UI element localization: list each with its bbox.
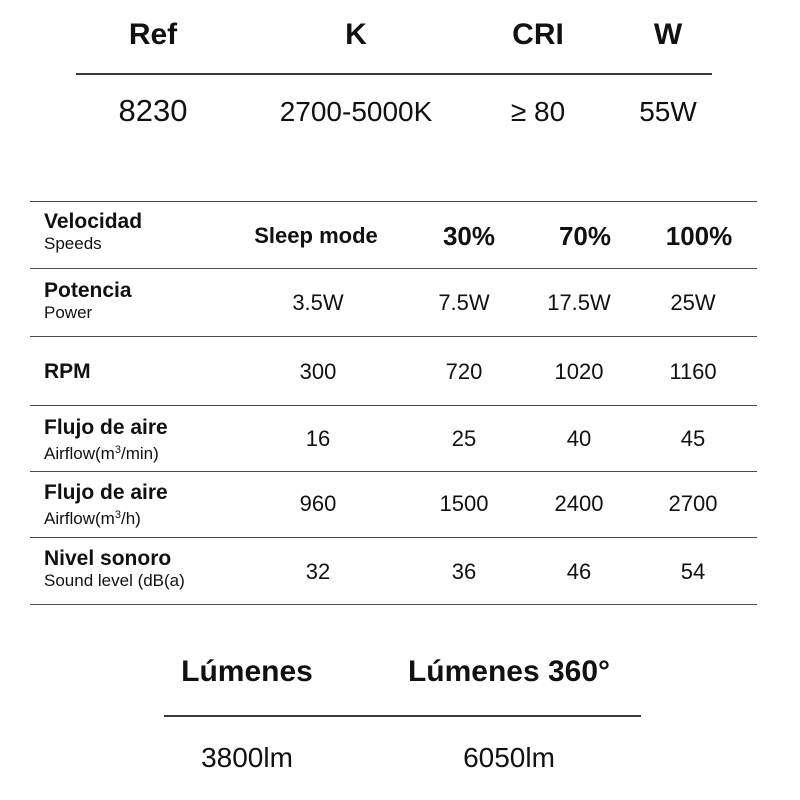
lumens-table-rule [164,715,641,717]
table-cell: 36 [451,559,477,584]
value-cri: ≥ 80 [510,96,566,127]
table-cell: 720 [445,359,483,384]
table-cell: 25 [451,426,477,451]
value-lumens-360: 6050lm [463,742,555,773]
speed-table-top-rule [30,201,757,202]
row-label-es: Flujo de aire [44,481,168,504]
header-k: K [345,18,367,51]
row-rule [30,268,757,269]
row-label-airflow-min [44,416,168,464]
row-rule [30,537,757,538]
row-rule [30,336,757,337]
header-ref: Ref [128,18,178,51]
table-cell: 960 [299,491,337,516]
row-rule [30,471,757,472]
top-table-rule [76,73,712,75]
table-cell: 45 [680,426,706,451]
header-lumens: Lúmenes [181,655,313,688]
speed-table-bottom-rule [30,604,757,605]
table-cell: 40 [566,426,592,451]
value-lumens: 3800lm [201,742,293,773]
table-cell: 54 [680,559,706,584]
table-cell: 25W [670,290,716,315]
table-cell: 300 [299,359,337,384]
col-70: 70% [558,221,612,251]
header-cri: CRI [512,18,564,51]
table-cell: 46 [566,559,592,584]
speed-header-label-en: Speeds [44,234,102,253]
row-label-es: Potencia [44,279,132,302]
table-cell: 16 [305,426,331,451]
row-label-es: Nivel sonoro [44,547,172,570]
row-label-en: Sound level (dB(a) [44,571,185,590]
speed-header-label-es: Velocidad [44,210,143,233]
row-label-en: $Airflow(m^3/\min)$ [44,444,159,463]
table-cell: 1160 [669,359,717,384]
row-label-rpm [44,360,91,384]
row-label-es: RPM [44,360,91,383]
col-100: 100% [665,221,733,251]
row-rule [30,405,757,406]
table-cell: 2400 [554,491,604,516]
value-w: 55W [639,96,697,127]
table-cell: 7.5W [438,290,490,315]
row-label-en: Power [44,303,93,322]
table-cell: 2700 [668,491,718,516]
speed-header-label [44,210,142,254]
col-30: 30% [442,221,496,251]
value-k: 2700-5000K [279,96,433,127]
table-cell: 17.5W [547,290,611,315]
value-ref: 8230 [118,93,188,128]
row-label-es: Flujo de aire [44,416,168,439]
table-cell: 3.5W [292,290,344,315]
row-label-sound [44,547,185,591]
row-label-power [44,279,132,323]
col-sleep-mode: Sleep mode [254,223,378,248]
table-cell: 1020 [554,359,604,384]
row-label-en: $Airflow(m^3/h)$ [44,509,141,528]
header-lumens-360: Lúmenes 360° [407,655,611,688]
header-w: W [653,18,683,51]
table-cell: 1500 [439,491,489,516]
row-label-airflow-hour [44,481,168,529]
table-cell: 32 [305,559,331,584]
